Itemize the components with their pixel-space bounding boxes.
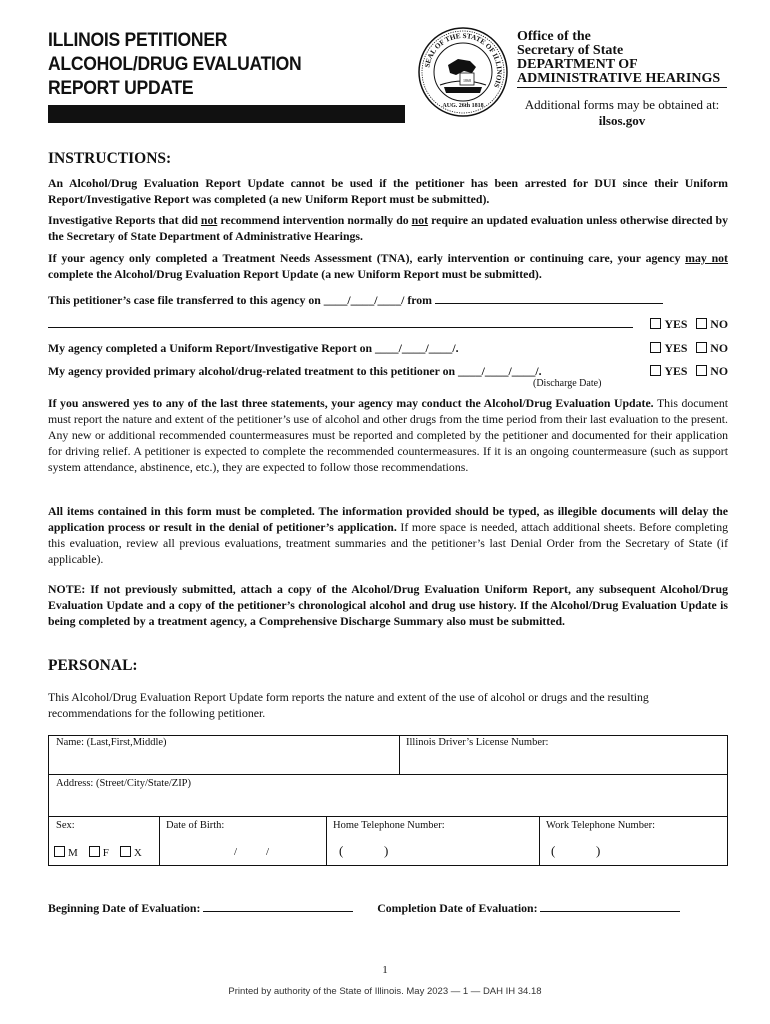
title-black-bar	[48, 105, 405, 123]
question-uniform-row	[48, 340, 728, 356]
page-number: 1	[382, 964, 388, 976]
home-phone-paren-close: )	[384, 843, 389, 858]
discharge-date-caption: (Discharge Date)	[533, 378, 602, 389]
p2-text-a: Investigative Reports that did	[48, 213, 201, 227]
p2-text-b: recommend intervention normally do	[217, 213, 412, 227]
completion-date-field[interactable]	[540, 900, 680, 912]
sex-f-checkbox[interactable]	[89, 846, 100, 857]
instructions-heading: INSTRUCTIONS:	[48, 150, 172, 167]
work-phone-field[interactable]	[546, 836, 721, 862]
seal-year: 1868	[463, 78, 471, 83]
forms-url: ilsos.gov	[598, 113, 646, 128]
instruction-paragraph-1: An Alcohol/Drug Evaluation Report Update cannot be used if the petitioner has been arrested for DUI since their Uniform Report/Investigative Report was completed (a new Uniform Report must be submitted).	[48, 176, 728, 206]
uniform-yes-no	[650, 340, 728, 356]
question-transfer-text: This petitioner’s case file transferred to this agency on ____/____/____/ from	[48, 293, 433, 307]
office-underline	[517, 87, 727, 88]
transfer-yes-checkbox[interactable]	[650, 318, 661, 329]
office-block	[517, 30, 720, 86]
transfer-yes-label: YES	[664, 317, 688, 331]
p2-not-1: not	[200, 213, 218, 227]
state-seal-icon	[418, 27, 508, 117]
p4-bold: If you answered yes to any of the last three statements, your agency may conduct the Alcohol/Drug Evaluation Update.	[48, 396, 654, 410]
grid-divider-2	[49, 816, 727, 817]
uniform-yes-checkbox[interactable]	[650, 342, 661, 353]
p3-text-b: complete the Alcohol/Drug Evaluation Report Update (a new Uniform Report must be submitted).	[48, 267, 542, 281]
transfer-from-field-line-2[interactable]	[48, 316, 633, 328]
question-transfer-row-2	[48, 316, 728, 332]
seal-ring-text: SEAL OF THE STATE OF ILLINOIS	[423, 31, 504, 89]
sex-m-checkbox[interactable]	[54, 846, 65, 857]
title-line-1: ILLINOIS PETITIONER	[48, 29, 228, 51]
home-phone-paren-open: (	[339, 843, 344, 858]
office-line-2: Secretary of State	[517, 43, 624, 58]
seal-date: AUG. 26th 1818	[442, 103, 484, 109]
evaluation-dates-row	[48, 900, 728, 916]
title-line-3: REPORT UPDATE	[48, 77, 194, 99]
form-title	[48, 28, 301, 100]
p4-rest: This document must report the nature and extent of the petitioner’s use of alcohol and other drugs from the time period from their last evaluation to the present. Any new or additional recommended countermeasures must be reported and completed by the petitioner and documented for their application for driving relief. A petitioner is expected to complete the recommended countermeasures. If it is an ongoing countermeasure (such as support system attendance, abstinence, etc.), they are expected to follow those recommendations.	[48, 396, 728, 474]
work-phone-paren-open: (	[551, 843, 556, 858]
forms-info	[517, 97, 727, 129]
p2-not-2: not	[411, 213, 429, 227]
question-treatment-text: My agency provided primary alcohol/drug-related treatment to this petitioner on ____/____/____/.	[48, 364, 542, 378]
treatment-no-label: NO	[710, 364, 728, 378]
office-line-1: Office of the	[517, 29, 591, 44]
address-label: Address: (Street/City/State/ZIP)	[56, 778, 192, 789]
name-label: Name: (Last,First,Middle)	[56, 737, 167, 748]
transfer-no-checkbox[interactable]	[696, 318, 707, 329]
question-transfer-row	[48, 292, 728, 308]
license-label: Illinois Driver’s License Number:	[406, 737, 549, 748]
transfer-yes-no	[650, 316, 728, 332]
question-uniform-text: My agency completed a Uniform Report/Investigative Report on ____/____/____/.	[48, 341, 459, 355]
sex-x-label: X	[133, 847, 142, 859]
p5-bold: All items contained in this form must be completed. The information provided should be typed, as illegible documents will delay the application process or result in the denial of petitioner’s application.	[48, 504, 728, 534]
p3-may-not: may not	[685, 251, 728, 265]
print-authority-footer: Printed by authority of the State of Illinois. May 2023 — 1 — DAH IH 34.18	[228, 986, 542, 997]
instruction-paragraph-5	[48, 503, 728, 567]
license-field[interactable]	[406, 748, 722, 772]
grid-vdivider-phone	[539, 816, 540, 866]
grid-vdivider-sex	[159, 816, 160, 866]
title-line-2: ALCOHOL/DRUG EVALUATION	[48, 53, 302, 75]
personal-intro: This Alcohol/Drug Evaluation Report Update form reports the nature and extent of the use of alcohol or drugs and the resulting recommendations for the following petitioner.	[48, 690, 649, 720]
name-field[interactable]	[56, 748, 392, 772]
uniform-no-checkbox[interactable]	[696, 342, 707, 353]
completion-date-label: Completion Date of Evaluation:	[377, 901, 538, 915]
personal-heading: PERSONAL:	[48, 657, 138, 674]
sex-m-label: M	[68, 847, 78, 859]
dob-sep-2: /	[266, 846, 270, 858]
treatment-yes-label: YES	[664, 364, 688, 378]
uniform-no-label: NO	[710, 341, 728, 355]
transfer-no-label: NO	[710, 317, 728, 331]
sex-label: Sex:	[56, 820, 75, 831]
sex-x-checkbox[interactable]	[120, 846, 131, 857]
dob-sep-1: /	[234, 846, 238, 858]
home-phone-label: Home Telephone Number:	[333, 820, 445, 831]
work-phone-label: Work Telephone Number:	[546, 820, 656, 831]
uniform-yes-label: YES	[664, 341, 688, 355]
instruction-paragraph-4	[48, 395, 728, 475]
grid-vdivider-name	[399, 736, 400, 774]
p3-text-a: If your agency only completed a Treatment Needs Assessment (TNA), early intervention or continuing care, your agency	[48, 251, 686, 265]
question-treatment-row	[48, 363, 728, 379]
dob-label: Date of Birth:	[166, 820, 225, 831]
sex-options	[54, 846, 142, 859]
treatment-no-checkbox[interactable]	[696, 365, 707, 376]
begin-date-field[interactable]	[203, 900, 353, 912]
treatment-yes-checkbox[interactable]	[650, 365, 661, 376]
petitioner-info-grid	[48, 735, 728, 866]
home-phone-field[interactable]	[333, 836, 533, 862]
dob-field[interactable]	[166, 836, 321, 862]
instruction-paragraph-3	[48, 250, 728, 282]
begin-date-label: Beginning Date of Evaluation:	[48, 901, 201, 915]
note-paragraph: NOTE: If not previously submitted, attach a copy of the Alcohol/Drug Evaluation Uniform Report, any subsequent Alcohol/Drug Evaluation Update and a copy of the petitioner’s chronological alcohol and drug use history. If the Alcohol/Drug Evaluation Update is being completed by a treatment agency, a Comprehensive Discharge Summary also must be submitted.	[48, 582, 728, 628]
office-line-3: DEPARTMENT OF	[517, 57, 638, 72]
p5-rest: If more space is needed, attach additional sheets. Before completing this evaluation, review all previous evaluations, treatment summaries and the petitioner’s last Denial Order from the Secretary of State (if applicable).	[48, 520, 728, 566]
treatment-yes-no	[650, 363, 728, 379]
sex-f-label: F	[102, 847, 109, 859]
forms-text: Additional forms may be obtained at:	[524, 97, 720, 112]
grid-divider-1	[49, 774, 727, 775]
transfer-from-field[interactable]	[435, 292, 663, 304]
work-phone-paren-close: )	[596, 843, 601, 858]
address-field[interactable]	[56, 790, 720, 814]
office-line-4: ADMINISTRATIVE HEARINGS	[517, 71, 721, 86]
instruction-paragraph-2	[48, 212, 728, 244]
grid-vdivider-dob	[326, 816, 327, 866]
p2-text-c: require an updated evaluation unless otherwise directed by the Secretary of State Department of Administrative Hearings.	[48, 213, 729, 243]
